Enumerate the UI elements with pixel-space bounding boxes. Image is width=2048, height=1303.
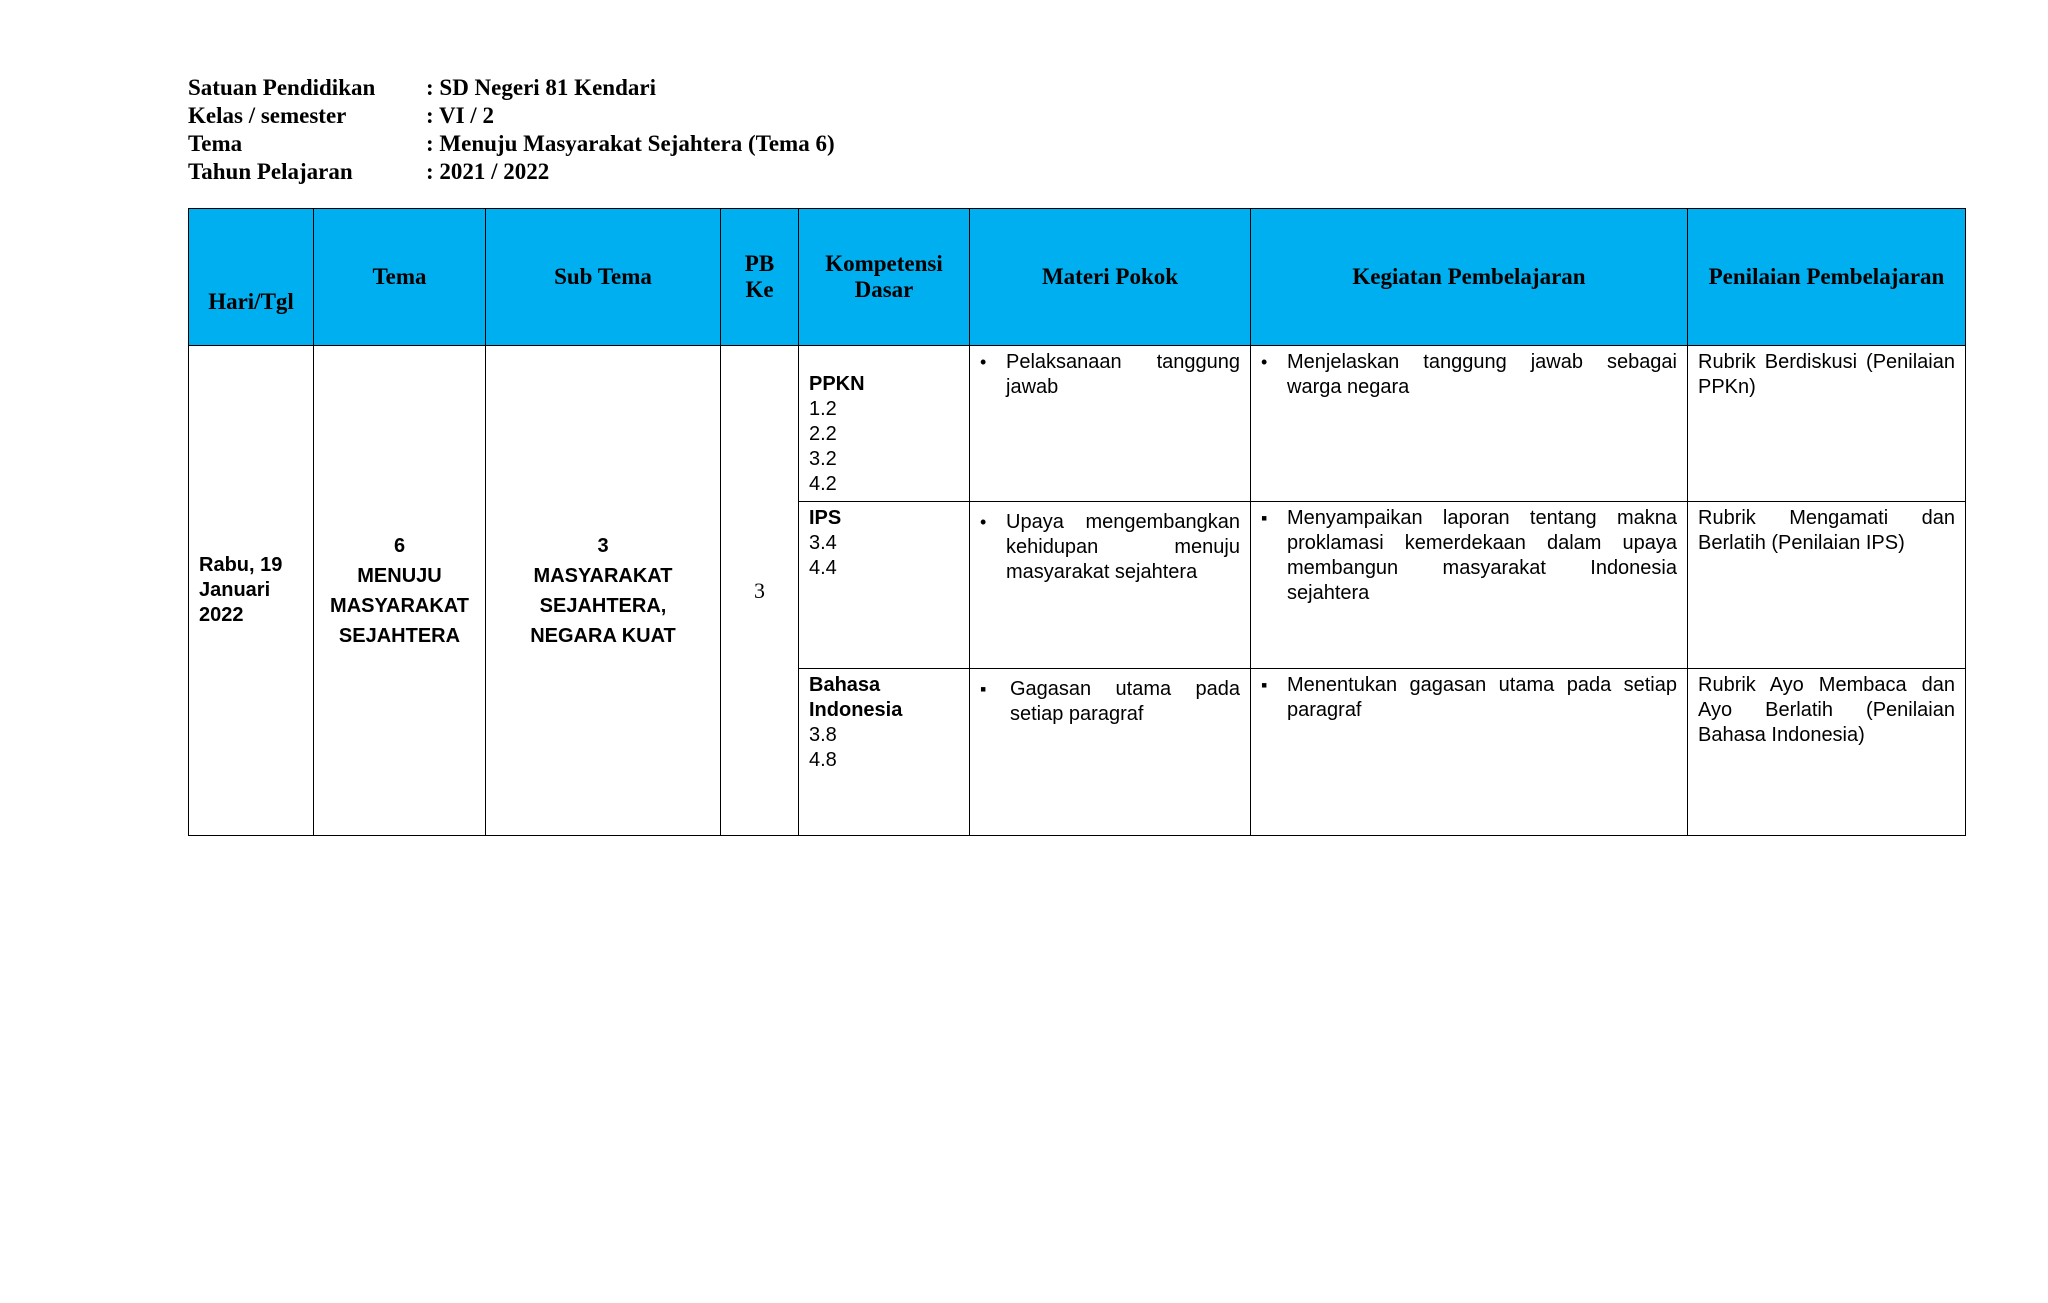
- cell-kd-bahasa: [799, 669, 970, 836]
- header-pb-line: PB: [744, 251, 775, 276]
- meta-label: Kelas / semester: [188, 103, 347, 128]
- header-hari: Hari/Tgl: [189, 209, 314, 346]
- cell-subtema: [486, 346, 721, 836]
- materi-item: [980, 677, 1240, 727]
- meta-label: Tahun Pelajaran: [188, 159, 353, 184]
- cell-kegiatan-ppkn: [1251, 346, 1688, 502]
- kd-subject-title: IPS: [809, 507, 842, 529]
- cell-penilaian-bahasa: Rubrik Ayo Membaca dan Ayo Berlatih (Penilaian Bahasa Indonesia): [1688, 669, 1966, 836]
- document-meta: [188, 74, 835, 186]
- materi-text: Gagasan utama pada setiap paragraf: [1010, 678, 1240, 725]
- header-materi: Materi Pokok: [970, 209, 1251, 346]
- lesson-plan-table: [188, 208, 1966, 836]
- meta-value: : Menuju Masyarakat Sejahtera (Tema 6): [426, 131, 835, 156]
- hari-line: Januari: [199, 579, 271, 601]
- kd-code: 2.2: [809, 423, 837, 445]
- meta-value: : VI / 2: [426, 103, 494, 128]
- cell-kd-ips: [799, 502, 970, 669]
- cell-materi-ppkn: [970, 346, 1251, 502]
- bullet-icon: •: [980, 512, 987, 532]
- header-tema: Tema: [314, 209, 486, 346]
- hari-line: 2022: [199, 604, 244, 626]
- table-header-row: [189, 209, 1966, 346]
- kd-code: 4.4: [809, 557, 837, 579]
- materi-text: Pelaksanaan tanggung jawab: [1006, 351, 1240, 398]
- kd-code: 1.2: [809, 398, 837, 420]
- header-pb-line: Ke: [745, 277, 774, 302]
- materi-item: [980, 510, 1240, 585]
- meta-value: : 2021 / 2022: [426, 159, 550, 184]
- kd-code: 3.8: [809, 724, 837, 746]
- kd-code: 3.2: [809, 448, 837, 470]
- kd-subject-title: Bahasa Indonesia: [809, 674, 903, 721]
- kegiatan-item: [1261, 673, 1677, 723]
- hari-line: Rabu, 19: [199, 554, 283, 576]
- meta-label: Tema: [188, 131, 243, 156]
- subtema-line: 3: [597, 534, 609, 557]
- cell-kd-ppkn: [799, 346, 970, 502]
- meta-row-tema: [188, 130, 835, 158]
- kegiatan-text: Menentukan gagasan utama pada setiap paragraf: [1287, 674, 1677, 721]
- meta-label: Satuan Pendidikan: [188, 75, 376, 100]
- header-kegiatan: Kegiatan Pembelajaran: [1251, 209, 1688, 346]
- kegiatan-item: [1261, 506, 1677, 606]
- cell-hari: [189, 346, 314, 836]
- tema-line: SEJAHTERA: [338, 624, 461, 647]
- bullet-icon: •: [980, 352, 987, 372]
- materi-item: [980, 350, 1240, 400]
- kd-code: 4.8: [809, 749, 837, 771]
- bullet-icon: ▪: [980, 679, 987, 699]
- kegiatan-text: Menjelaskan tanggung jawab sebagai warga negara: [1287, 351, 1677, 398]
- cell-materi-bahasa: [970, 669, 1251, 836]
- bullet-icon: •: [1261, 352, 1268, 372]
- meta-row-tahun: [188, 158, 835, 186]
- header-kd-line: Kompetensi: [825, 251, 943, 276]
- cell-materi-ips: [970, 502, 1251, 669]
- kegiatan-item: [1261, 350, 1677, 400]
- tema-line: 6: [393, 534, 406, 557]
- cell-kegiatan-bahasa: [1251, 669, 1688, 836]
- cell-tema: [314, 346, 486, 836]
- subtema-line: MASYARAKAT: [533, 564, 673, 587]
- subtema-line: SEJAHTERA,: [539, 594, 667, 617]
- header-penilaian: Penilaian Pembelajaran: [1688, 209, 1966, 346]
- materi-text: Upaya mengembangkan kehidupan menuju masyarakat sejahtera: [1006, 511, 1240, 583]
- tema-line: MENUJU: [357, 564, 442, 587]
- cell-penilaian-ppkn: Rubrik Berdiskusi (Penilaian PPKn): [1688, 346, 1966, 502]
- header-kd-line: Dasar: [854, 277, 914, 302]
- kegiatan-text: Menyampaikan laporan tentang makna proklamasi kemerdekaan dalam upaya membangun masyarakat Indonesia sejahtera: [1287, 507, 1677, 604]
- bullet-icon: ▪: [1261, 675, 1268, 695]
- tema-line: MASYARAKAT: [330, 594, 469, 617]
- meta-row-satuan: [188, 74, 835, 102]
- cell-kegiatan-ips: [1251, 502, 1688, 669]
- meta-value: : SD Negeri 81 Kendari: [426, 75, 656, 100]
- kd-code: 3.4: [809, 532, 837, 554]
- kd-subject-title: PPKN: [809, 373, 865, 395]
- subtema-line: NEGARA KUAT: [530, 624, 676, 647]
- cell-pb: 3: [721, 346, 799, 836]
- header-kd: [799, 209, 970, 346]
- bullet-icon: ▪: [1261, 508, 1268, 528]
- meta-row-kelas: [188, 102, 835, 130]
- table-row: [189, 346, 1966, 502]
- cell-penilaian-ips: Rubrik Mengamati dan Berlatih (Penilaian IPS): [1688, 502, 1966, 669]
- kd-code: 4.2: [809, 473, 837, 495]
- header-subtema: Sub Tema: [486, 209, 721, 346]
- header-pb: [721, 209, 799, 346]
